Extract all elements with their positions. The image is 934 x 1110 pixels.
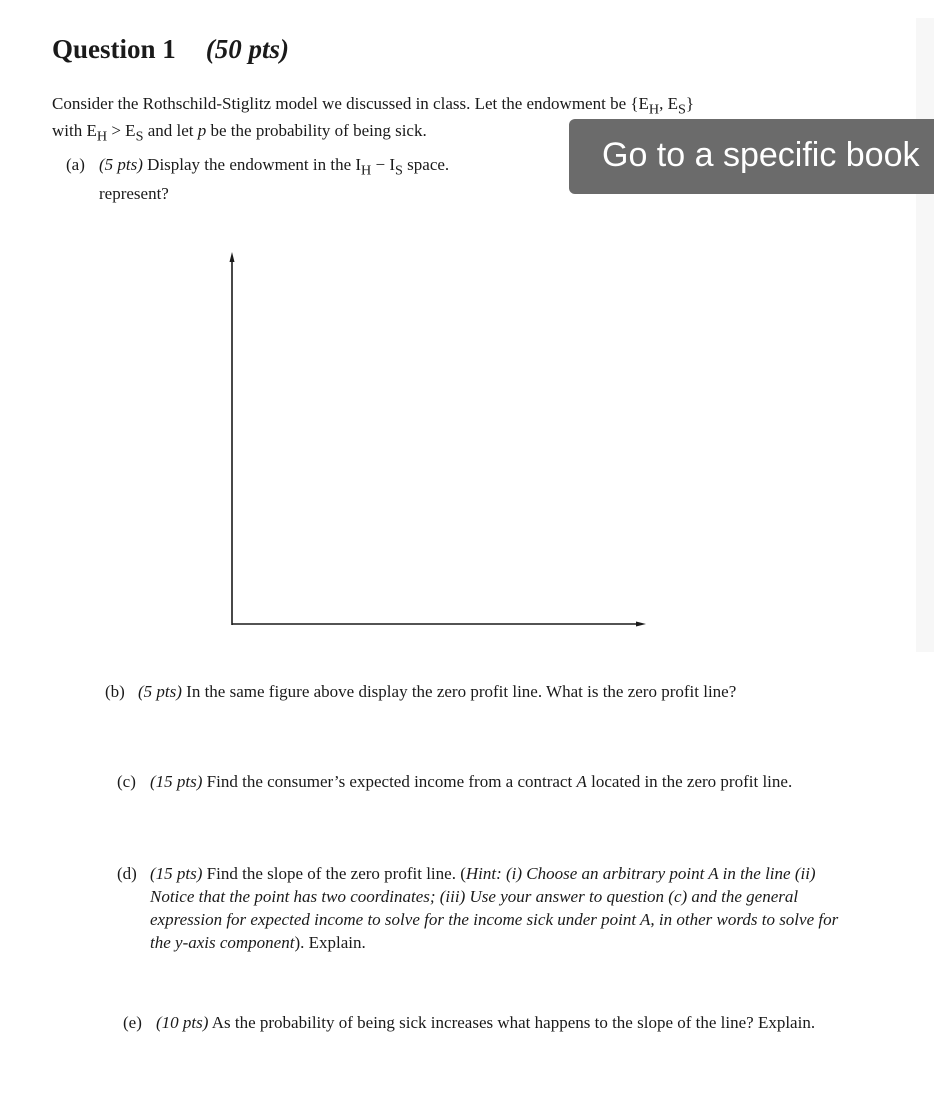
intro-comma: , E: [659, 94, 679, 113]
question-points: (50 pts): [205, 34, 290, 64]
x-axis-arrowhead: [636, 622, 646, 627]
intro-text-2c: and let: [143, 121, 198, 141]
part-a-text-a: Display the endowment in the I: [142, 155, 362, 174]
part-d-text-b: ). Explain.: [294, 933, 366, 952]
part-b-text: In the same figure above display the zero profit line. What is the zero profit line?: [181, 682, 737, 701]
y-axis-arrowhead: [230, 252, 235, 262]
part-a-text-c: space.: [402, 155, 450, 174]
part-e-label: (e): [123, 1013, 142, 1032]
part-c-var-a: A: [576, 772, 587, 791]
intro-text-2d: be the probability of being sick.: [206, 121, 427, 141]
part-a-sub-s: S: [395, 162, 403, 179]
part-d: [117, 862, 857, 954]
intro-text-1: Consider the Rothschild-Stiglitz model we discussed in class. Let the endowment be {E: [52, 94, 649, 113]
part-c-label: (c): [117, 772, 136, 791]
part-d-points: (15 pts): [150, 864, 203, 883]
part-a-points: (5 pts): [99, 155, 143, 174]
intro-sub-h: H: [648, 101, 660, 118]
part-e-text: As the probability of being sick increases what happens to the slope of the line? Explain.: [208, 1013, 816, 1032]
part-c-text-b: located in the zero profit line.: [586, 772, 793, 791]
intro-sub-h-2: H: [96, 128, 108, 145]
go-to-book-label: Go to a specific book: [602, 136, 920, 174]
intro-text-2b: > E: [107, 121, 136, 141]
part-c-text-a: Find the consumer’s expected income from a contract: [202, 772, 577, 791]
part-d-text-a: Find the slope of the zero profit line. (: [202, 864, 466, 883]
go-to-book-tooltip[interactable]: [569, 119, 934, 194]
part-e-points: (10 pts): [156, 1013, 209, 1032]
intro-text-2a: with E: [52, 121, 97, 141]
part-a-label: (a): [66, 155, 85, 174]
part-b: [105, 680, 850, 716]
part-d-hint: Hint: (i) Choose an arbitrary point A in the line (ii) Notice that the point has two coordinates; (iii) Use your answer to question (c) and the general expression for expected income to solve for the income sick under point A, in other words to solve for the y-axis component: [150, 864, 839, 952]
part-d-label: (d): [117, 864, 137, 883]
intro-sub-s: S: [678, 101, 686, 118]
part-c: [117, 770, 857, 793]
part-b-label: (b): [105, 682, 125, 701]
intro-close: }: [685, 94, 695, 113]
question-number: Question 1: [52, 34, 176, 64]
part-a-sub-h: H: [361, 162, 372, 179]
part-a-text-d: represent?: [99, 184, 169, 204]
part-e: [123, 1011, 863, 1034]
intro-var-p: p: [197, 121, 207, 141]
part-c-points: (15 pts): [150, 772, 203, 791]
part-a-text-b: − I: [371, 155, 396, 174]
part-b-points: (5 pts): [138, 682, 182, 701]
intro-sub-s-2: S: [135, 128, 144, 145]
